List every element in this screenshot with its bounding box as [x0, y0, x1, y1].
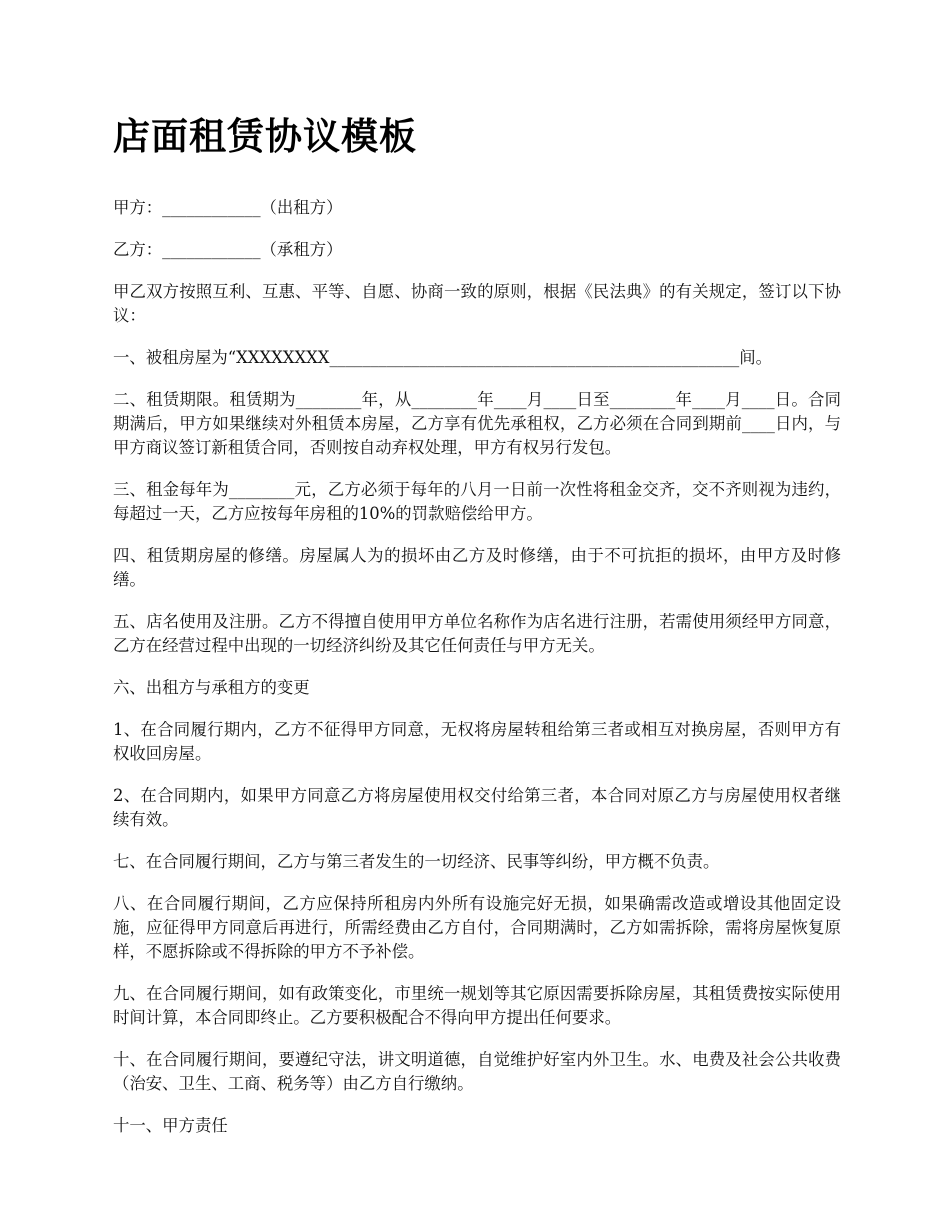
- party-a-line: 甲方：____________（出租方）: [113, 198, 343, 217]
- clause-9-policy-change: 九、在合同履行期间，如有政策变化，市里统一规划等其它原因需要拆除房屋，其租赁费按实际使用时间计算，本合同即终止。乙方要积极配合不得向甲方提出任何要求。: [113, 984, 841, 1027]
- clause-11-heading: 十一、甲方责任: [113, 1116, 228, 1135]
- clause-6-heading: 六、出租方与承租方的变更: [113, 678, 310, 697]
- clause-5-store-name: 五、店名使用及注册。乙方不得擅自使用甲方单位名称作为店名进行注册，若需使用须经甲方同意，乙方在经营过程中出现的一切经济纠纷及其它任何责任与甲方无关。: [113, 612, 841, 655]
- clause-2-lease-term: 二、租赁期限。租赁期为________年，从________年____月____日至________年____月____日。合同期满后，甲方如果继续对外租赁本房屋，乙方享有优先承租权，乙方必须在合同到期前____日内，与甲方商议签订新租赁合同，否则按自动弃权处理，甲方有权另行发包。: [113, 390, 841, 457]
- clause-6-item-2: 2、在合同期内，如果甲方同意乙方将房屋使用权交付给第三者，本合同对原乙方与房屋使用权者继续有效。: [113, 786, 841, 829]
- clause-1-premises: 一、被租房屋为“XXXXXXXX__________________________________________________间。: [113, 348, 773, 367]
- clause-7-disputes: 七、在合同履行期间，乙方与第三者发生的一切经济、民事等纠纷，甲方概不负责。: [113, 852, 720, 871]
- document-page: [113, 112, 841, 1156]
- clause-4-repairs: 四、租赁期房屋的修缮。房屋属人为的损坏由乙方及时修缮，由于不可抗拒的损坏，由甲方及时修缮。: [113, 546, 841, 589]
- clause-6-item-1: 1、在合同履行期内，乙方不征得甲方同意，无权将房屋转租给第三者或相互对换房屋，否则甲方有权收回房屋。: [113, 720, 841, 763]
- clause-3-rent: 三、租金每年为________元，乙方必须于每年的八月一日前一次性将租金交齐，交不齐则视为违约，每超过一天，乙方应按每年房租的10%的罚款赔偿给甲方。: [113, 480, 841, 523]
- clause-8-facilities: 八、在合同履行期间，乙方应保持所租房内外所有设施完好无损，如果确需改造或增设其他固定设施，应征得甲方同意后再进行，所需经费由乙方自付，合同期满时，乙方如需拆除，需将房屋恢复原样，不愿拆除或不得拆除的甲方不予补偿。: [113, 894, 841, 961]
- preamble-paragraph: 甲乙双方按照互利、互惠、平等、自愿、协商一致的原则，根据《民法典》的有关规定，签订以下协议：: [113, 282, 841, 325]
- party-b-line: 乙方：____________（承租方）: [113, 240, 343, 259]
- document-title: 店面租赁协议模板: [113, 115, 417, 158]
- clause-10-conduct-fees: 十、在合同履行期间，要遵纪守法，讲文明道德，自觉维护好室内外卫生。水、电费及社会公共收费（治安、卫生、工商、税务等）由乙方自行缴纳。: [113, 1050, 841, 1093]
